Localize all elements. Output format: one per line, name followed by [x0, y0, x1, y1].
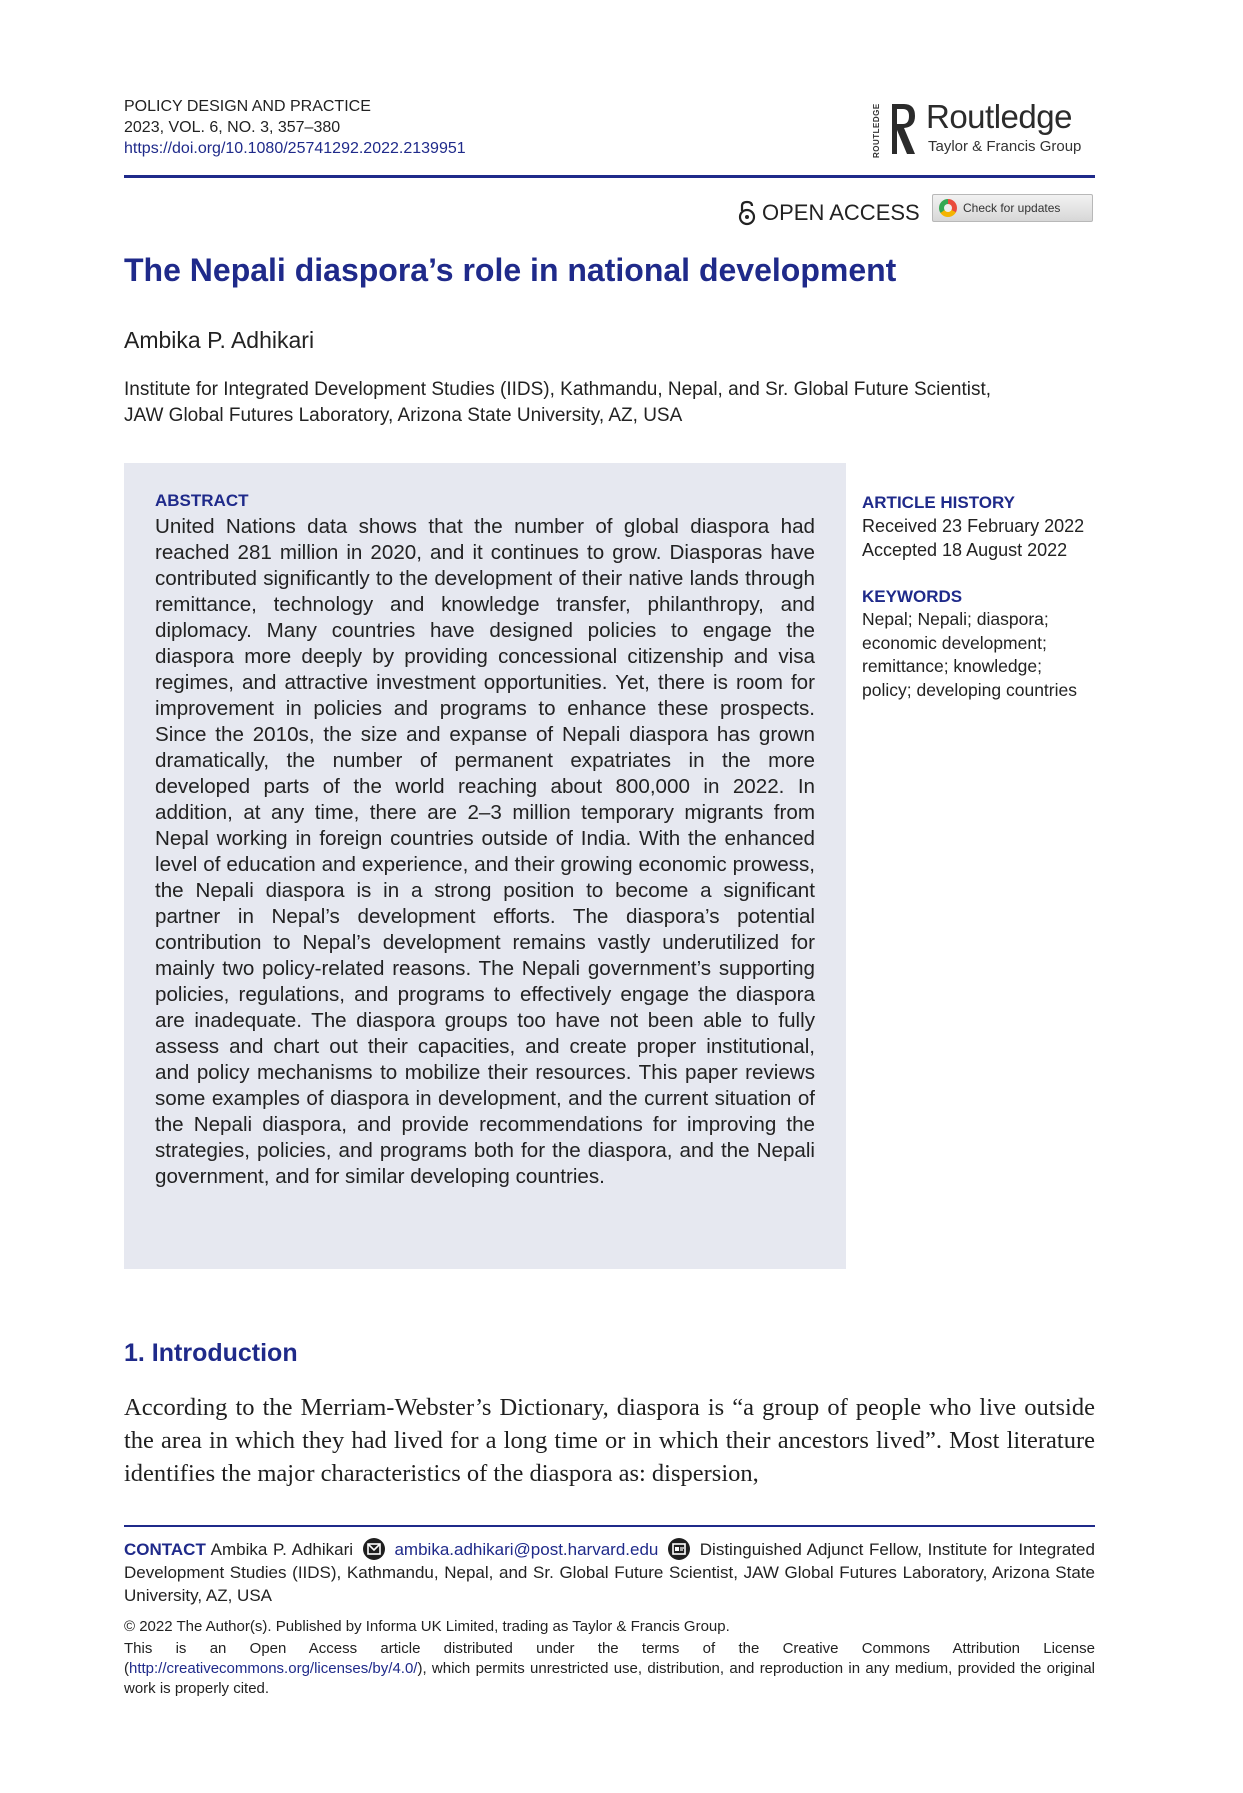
contact-name: Ambika P. Adhikari	[210, 1540, 354, 1559]
email-icon	[363, 1538, 385, 1560]
journal-name: POLICY DESIGN AND PRACTICE	[124, 98, 371, 115]
contact-note	[124, 1538, 1095, 1607]
copyright-notice: © 2022 The Author(s). Published by Informa UK Limited, trading as Taylor & Francis Group.	[124, 1618, 730, 1635]
accepted-date: Accepted 18 August 2022	[862, 540, 1068, 560]
introduction-heading: 1. Introduction	[124, 1339, 298, 1367]
keywords-section	[862, 586, 1102, 702]
author-affiliation: Institute for Integrated Development Studies (IIDS), Kathmandu, Nepal, and Sr. Global Future Scientist, JAW Global Futures Laboratory, Arizona State University, AZ, USA	[124, 379, 992, 426]
footer-divider	[124, 1525, 1095, 1527]
crossmark-icon	[939, 199, 957, 217]
id-card-icon	[668, 1538, 690, 1560]
contact-position: Distinguished Adjunct Fellow, Institute for Integrated Development Studies (IIDS), Kathmandu, Nepal, and Sr. Global Future Scientist, JAW Global Futures Laboratory, Arizona State University, AZ, USA	[124, 1540, 1095, 1605]
article-title: The Nepali diaspora’s role in national development	[124, 252, 897, 288]
keywords-heading: KEYWORDS	[862, 587, 963, 606]
abstract-heading: ABSTRACT	[155, 491, 249, 510]
keyword-line: policy; developing countries	[862, 679, 1077, 700]
abstract-text: United Nations data shows that the number of global diaspora had reached 281 million in 2020, and it continues to grow. Diasporas have contributed significantly to the development of their native lands through remittance, technology and knowledge transfer, philanthropy, and diplomacy. Many countries have designed policies to engage the diaspora more deeply by providing concessional citizenship and visa regimes, and attractive investment opportunities. Yet, there is room for improvement in policies and programs to enhance these prospects. Since the 2010s, the size and expanse of Nepali diaspora has grown dramatically, the number of permanent expatriates in the more developed parts of the world reaching about 800,000 in 2022. In addition, at any time, there are 2–3 million temporary migrants from Nepal working in foreign countries outside of India. With the enhanced level of education and experience, and their growing economic prowess, the Nepali diaspora is in a strong position to become a significant partner in Nepal’s development efforts. The diaspora’s potential contribution to Nepal’s development remains vastly underutilized for mainly two policy-related reasons. The Nepali government’s supporting policies, regulations, and programs to effectively engage the diaspora are inadequate. The diaspora groups too have not been able to fully assess and chart out their capacities, and create proper institutional, and policy mechanisms to mobilize their resources. This paper reviews some examples of diaspora in development, and the current situation of the Nepali diaspora, and provide recommendations for improving the strategies, policies, and programs both for the diaspora, and the Nepali government, and for similar developing countries.	[155, 515, 815, 1188]
contact-email-link[interactable]: ambika.adhikari@post.harvard.edu	[394, 1540, 659, 1559]
volume-info: 2023, VOL. 6, NO. 3, 357–380	[124, 119, 341, 136]
publisher-logo	[872, 96, 1094, 162]
contact-label: CONTACT	[124, 1540, 206, 1559]
publisher-side-text: ROUTLEDGE	[872, 103, 881, 159]
license-notice	[124, 1639, 1095, 1699]
license-link[interactable]: http://creativecommons.org/licenses/by/4.0/	[129, 1660, 418, 1677]
keyword-line: Nepal; Nepali; diaspora;	[862, 609, 1049, 629]
publisher-name: Routledge	[926, 98, 1072, 135]
header-divider	[124, 175, 1095, 178]
license-text-before: This is an Open Access article distributed under the terms of the Creative Commons Attribution License (	[124, 1640, 1095, 1677]
article-history	[862, 492, 1102, 562]
license-text-after: ), which permits unrestricted use, distribution, and reproduction in any medium, provided the original work is properly cited.	[124, 1660, 1095, 1697]
author-name[interactable]: Ambika P. Adhikari	[124, 327, 315, 353]
open-access-label: OPEN ACCESS	[762, 200, 920, 225]
check-updates-label: Check for updates	[963, 201, 1061, 215]
publisher-group: Taylor & Francis Group	[928, 138, 1082, 155]
article-history-heading: ARTICLE HISTORY	[862, 493, 1016, 512]
introduction-text: According to the Merriam-Webster’s Dictionary, diaspora is “a group of people who live outside the area in which they had lived for a long time or in which their ancestors lived”. Most literature identifies the major characteristics of the diaspora as: dispersion,	[124, 1394, 1095, 1487]
routledge-r-icon	[888, 100, 918, 158]
open-lock-icon	[738, 200, 756, 226]
check-for-updates-button[interactable]	[932, 194, 1093, 222]
doi-link[interactable]: https://doi.org/10.1080/25741292.2022.2139951	[124, 140, 466, 157]
keyword-line: economic development;	[862, 632, 1047, 653]
open-access-badge	[738, 200, 920, 226]
received-date: Received 23 February 2022	[862, 516, 1085, 536]
journal-info	[124, 96, 466, 159]
keyword-line: remittance; knowledge;	[862, 656, 1042, 676]
